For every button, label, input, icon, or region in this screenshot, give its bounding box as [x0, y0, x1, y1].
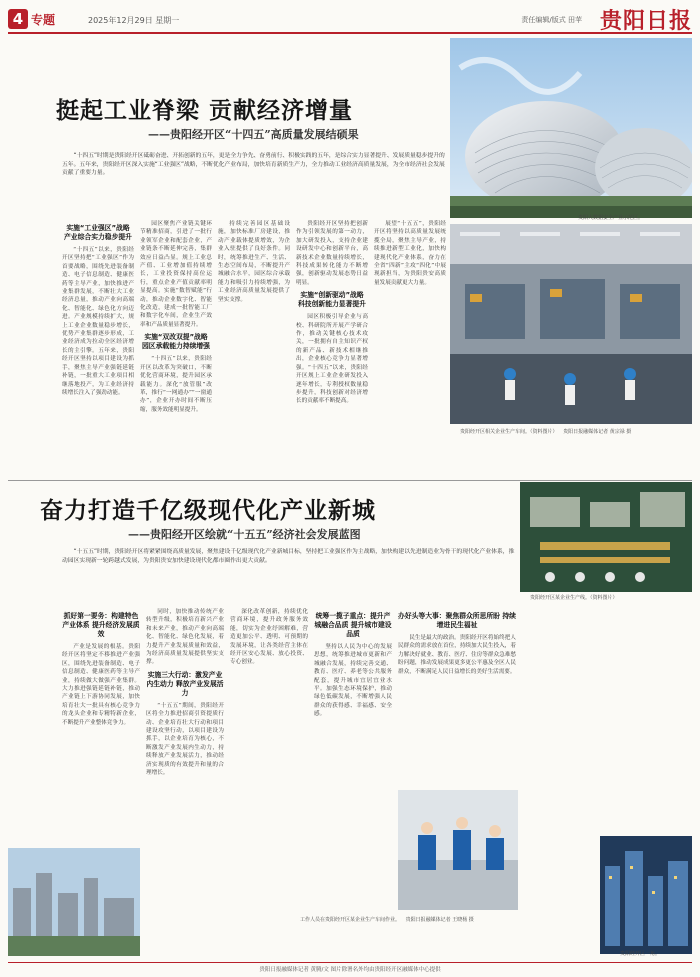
article1-subhead [148, 126, 359, 142]
article2-section2-title: 实施三大行动：激发产业内生动力 释放产业发展活力 [146, 670, 224, 697]
photo-modern-buildings-art [450, 38, 692, 218]
photo-workers-art [398, 790, 518, 910]
article1-column-4-text: 贵阳经开区坚持把创新作为引领发展的第一动力，加大研发投入，支持企业建设研发中心和创新平台，高新技术企业数量持续增长，科技成果转化能力不断增强，创新驱动发展态势日益明显。 [296, 221, 368, 286]
article2-lede: “十五五”时期，贵阳经开区将紧紧围绕高质量发展，聚焦建设千亿级现代化产业新城目标，坚持把工业强区作为主战略，加快构建以先进制造业为骨干的现代化产业体系，推动园区实现新一轮跨越式发展，为贵阳贵安加快建设现代化都市圈作出更大贡献。 [62, 549, 515, 564]
article1-column-2 [140, 220, 212, 475]
page-badge [8, 9, 55, 29]
article1-column-1-text: “十四五”以来，贵阳经开区坚持把“工业强区”作为首要战略，围绕先进装备制造、电子信息制造、健康医药等主导产业，加快推进产业集群发展，不断壮大工业经济总量，推动产业向高端化、智能化、绿色化方向迈进。产业规模持续扩大，规上工业企业数量稳步增长，优势产业集群逐步形成，工业经济成为拉动全区经济增长的主引擎。五年来，贵阳经开区坚持以项目建设为抓手，聚焦主导产业强链延链补链，一批重大工业项目相继落地投产，为工业经济持续增长注入了强劲动能。 [62, 247, 134, 396]
article1-section2-title: 实施“双改双提”战略 园区承载能力持续增强 [142, 333, 210, 351]
photo-city-corner-art [600, 836, 692, 954]
article2-column-3 [230, 608, 308, 948]
page-number: 4 [8, 9, 28, 29]
photo-city-corner [600, 836, 692, 954]
article1-column-3-text: 持续完善园区基础设施，加快标准厂房建设，推动产业载体提质增效，为企业入驻提供了良好条件。同时，统筹推进生产、生活、生态空间布局，不断提升产城融合水平，园区综合承载能力和吸引力持续增强，为工业经济高质量发展提供了坚实支撑。 [218, 221, 290, 303]
article2-section1-title: 抓好第一要务：构建特色产业体系 提升经济发展质效 [62, 612, 140, 638]
article2-column-4 [314, 608, 392, 948]
caption-right-photo: 贵阳经开区某企业生产线。（资料图片） [530, 595, 618, 601]
newspaper-logo: 贵阳日报 [599, 8, 692, 34]
credit-mid-text: 贵阳日报融媒体记者 黄宗禄 摄 [563, 429, 632, 435]
article2-column-3-text: 深化改革创新，持续优化营商环境，提升政务服务效能，切实为企业纾困解难，营造更加公平、透明、可预期的发展环境，让各类经营主体在经开区安心发展、放心投资、专心创业。 [230, 609, 308, 666]
article1-column-5-text: 展望“十五五”，贵阳经开区将坚持以高质量发展统揽全局，聚焦主导产业，持续推进新型工业化，加快构建现代化产业体系，奋力在全省“四新”主攻“四化”中展现新担当，为贵阳贵安高质量发展贡献更大力量。 [374, 221, 446, 286]
article2-column-4-text: 坚持以人民为中心的发展思想，统筹推进城市更新和产城融合发展，持续完善交通、教育、医疗、养老等公共服务配套，提升城市宜居宜业水平。加强生态环境保护，推动绿色低碳发展，不断增强人民群众的获得感、幸福感、安全感。 [314, 644, 392, 718]
article2-column-2 [146, 608, 224, 948]
caption-mid-text: 贵阳经开区相关企业生产车间。（资料图片） [460, 429, 558, 435]
editor-credit: 责任编辑/版式 田苹 [521, 16, 582, 24]
photo-production-line-art [520, 482, 692, 592]
article2-column-2-text: 同时，加快推动传统产业转型升级，积极培育新兴产业和未来产业，推动产业向高端化、智能化、绿色化发展，着力提升产业发展质量和效益，为经济高质量发展提供坚实支撑。 [146, 609, 224, 666]
page-masthead [8, 4, 692, 34]
caption-top-photo: 贵阳大数据安全产业示范区。 [578, 215, 644, 221]
article1-column-2b-text: “十四五”以来，贵阳经开区以改革为突破口，不断优化营商环境，提升园区承载能力。深化“放管服”改革，推行“一网通办”“一窗通办”，企业开办时间不断压缩，服务效能明显提升。 [140, 356, 212, 413]
article-divider [8, 480, 692, 481]
article1-subhead-text: ——贵阳经开区“十四五”高质量发展结硕果 [148, 128, 359, 141]
photo-city-view [8, 848, 140, 956]
caption-bottom-photo [300, 916, 474, 923]
photo-city-view-art [8, 848, 140, 956]
article2-headline: 奋力打造千亿级现代化产业新城 [40, 498, 376, 524]
article1-column-4 [296, 220, 368, 475]
article2-section3-title: 统筹一揽子重点：提升产城融合品质 提升城市建设品质 [314, 612, 392, 638]
credit-bottom-text: 贵阳日报融媒体记者 王晓杨 摄 [405, 917, 474, 923]
caption-bottom-right-photo: 贵阳经开区一角。 [620, 951, 661, 957]
photo-workers [398, 790, 518, 910]
article2-column-5 [398, 608, 516, 788]
article1-headline: 挺起工业脊梁 贡献经济增量 [56, 98, 354, 124]
photo-factory-line-art [450, 224, 692, 424]
section-label: 专题 [31, 12, 56, 27]
article1-lede: “十四五”时期是贵阳经开区砥砺奋进、开拓创新的五年，更是全力争先、奋勇前行、积极实践的五年，是综合实力显著提升、发展质量稳步提升的五年。五年来，贵阳经开区深入实施“工业强区”战略，不断优化产业布局，加快培育新质生产力，全力推动工业经济高质量发展，为全市经济社会发展贡献了重要力量。 [62, 153, 445, 177]
photo-production-line [520, 482, 692, 592]
article1-section3-title: 实施“创新驱动”战略 科技创新能力显著提升 [298, 291, 366, 309]
article1-section1-title: 实施“工业强区”战略 产业综合实力稳步提升 [64, 224, 132, 241]
issue-date: 2025年12月29日 星期一 [88, 16, 180, 25]
article1-column-4b-text: 园区积极引导企业与高校、科研院所开展产学研合作，推动关键核心技术攻关，一批拥有自主知识产权的新产品、新技术相继推出，企业核心竞争力显著增强。“十四五”以来，贵阳经开区规上工业企业研发投入逐年增长，专利授权数量稳步提升，科技创新对经济增长的贡献率不断提高。 [296, 314, 368, 405]
article2-subhead [128, 526, 361, 542]
article1-column-2-text: 园区聚焦产业链关键环节精准招商，引进了一批行业领军企业和配套企业，产业链条不断延伸完善，集群效应日益凸显。规上工业总产值、工业增加值持续增长，工业投资保持高位运行，重点企业产值贡献率明显提高。实施“数智赋能”行动，推动企业数字化、智能化改造，建成一批智能工厂和数字化车间，企业生产效率和产品质量显著提升。 [140, 221, 212, 328]
page-footer: 贵阳日报融媒体记者 黄腾/文 图片除署名外均由贵阳经开区融媒体中心提供 [8, 962, 692, 973]
article2-subhead-text: ——贵阳经开区绘就“十五五”经济社会发展蓝图 [128, 528, 361, 541]
article1-column-1 [62, 220, 134, 475]
photo-modern-buildings [450, 38, 692, 218]
caption-bottom-text: 工作人员在贵阳经开区某企业生产车间作业。 [300, 917, 401, 923]
article1-column-5 [374, 220, 446, 475]
article2-column-2b-text: “十五五”期间，贵阳经开区将全力推进招商引资提质行动、企业培育壮大行动和项目建设攻坚行动，以项目建设为抓手，以企业培育为核心，不断激发产业发展内生动力，持续释放产业发展活力，推动经济实现质的有效提升和量的合理增长。 [146, 702, 224, 777]
article1-column-3 [218, 220, 290, 475]
photo-factory-line [450, 224, 692, 424]
caption-mid-photo [460, 428, 631, 435]
article2-section4-title: 办好头等大事：聚焦群众所思所盼 持续增进民生福祉 [398, 612, 516, 629]
article2-column-1-text: 产业是发展的根基。贵阳经开区将坚定不移推进产业强区，围绕先进装备制造、电子信息制造、健康医药等主导产业，持续做大做强产业集群。大力推进强链延链补链，推动产业链上下游协同发展，加快培育壮大一批具有核心竞争力的龙头企业和专精特新企业，不断提升产业整体竞争力。 [62, 644, 140, 726]
article2-column-5-text: 民生是最大的政治。贵阳经开区将始终把人民群众的需求放在首位，持续加大民生投入，着力解决好就业、教育、医疗、住房等群众急难愁盼问题，推动发展成果更多更公平惠及全区人民群众，不断满足人民日益增长的美好生活需要。 [398, 635, 516, 675]
